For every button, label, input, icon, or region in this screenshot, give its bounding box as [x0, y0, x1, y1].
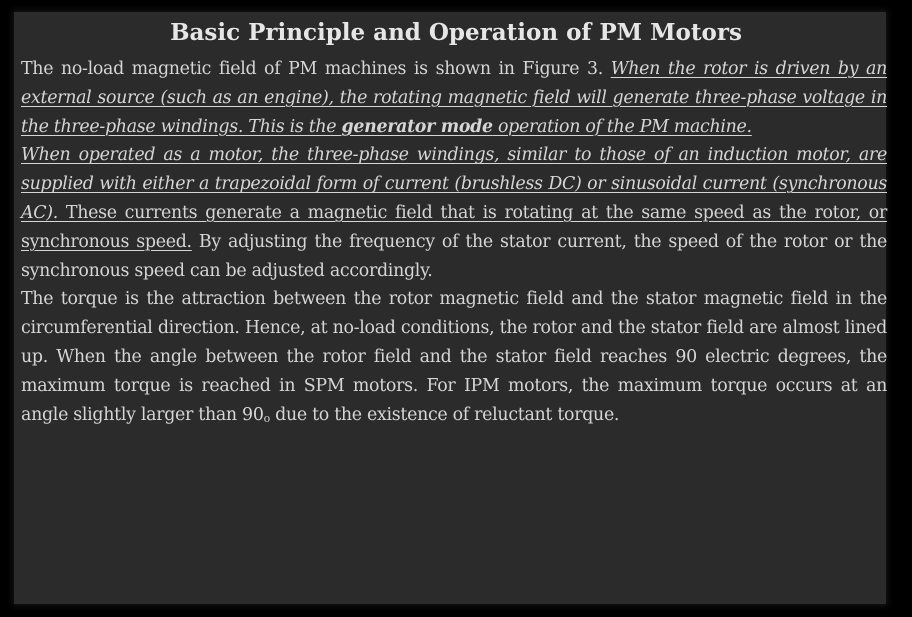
paragraph1-underlined-end: operation of the PM machine. [492, 116, 752, 137]
body-text [21, 55, 887, 433]
paragraph2-underlined-plain: These currents generate a magnetic field that is rotating at the same speed as the rotor, or synchronous speed. [21, 202, 887, 252]
slide-title: Basic Principle and Operation of PM Motors [170, 19, 742, 46]
paragraph3-text-before: The torque is the attraction between the rotor magnetic field and the stator magnetic field in the circumferential direction. Hence, at no-load conditions, the rotor and the stator field are almost lined up. When the angle between the rotor field and the stator field reaches 90 electric degrees, the maximum torque is reached in SPM motors. For IPM motors, the maximum torque occurs at an angle slightly larger than 90 [21, 289, 887, 425]
paragraph1-plain: The no-load magnetic field of PM machines is shown in Figure 3. [21, 59, 611, 79]
paragraph3-text-after: due to the existence of reluctant torque. [269, 404, 620, 425]
paragraph-generator-mode [21, 55, 887, 141]
paragraph-torque [21, 285, 887, 433]
paragraph2-plain: By adjusting the frequency of the stator current, the speed of the rotor or the synchronous speed can be adjusted accordingly. [21, 231, 887, 281]
paragraph2-underlined-italic: When operated as a motor, the three-phase windings, similar to those of an induction motor, are supplied with either a trapezoidal form of current (brushless DC) or sinusoidal current (synchronous AC). [21, 145, 887, 223]
paragraph1-underlined: When the rotor is driven by an external source (such as an engine), the rotating magnetic field will generate three-phase voltage in the three-phase windings. This is the [21, 59, 887, 137]
generator-mode-term: generator mode [341, 116, 493, 137]
paragraph-motor-operation [21, 141, 887, 285]
degree-symbol: o [263, 411, 270, 425]
